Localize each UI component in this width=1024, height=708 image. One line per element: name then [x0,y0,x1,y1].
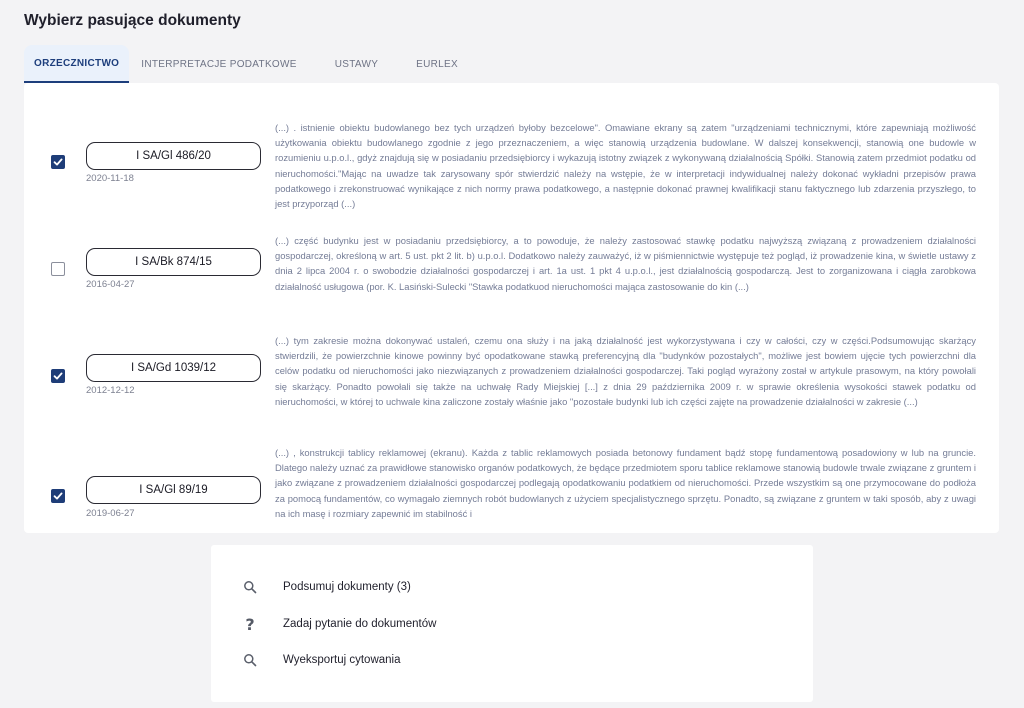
case-date: 2016-04-27 [86,279,135,290]
document-row [24,231,999,339]
ask-question-label: Zadaj pytanie do dokumentów [283,618,437,630]
document-checkbox[interactable] [51,262,65,276]
case-number-button[interactable]: I SA/Gd 1039/12 [86,354,261,382]
document-checkbox[interactable] [51,369,65,383]
case-number-button[interactable]: I SA/Bk 874/15 [86,248,261,276]
search-icon [241,578,259,596]
document-row [24,333,999,441]
checkmark-icon [53,371,63,381]
tab-eurlex[interactable]: EURLEX [416,58,458,70]
case-date: 2019-06-27 [86,508,135,519]
case-number-button[interactable]: I SA/Gl 486/20 [86,142,261,170]
case-number-button[interactable]: I SA/Gl 89/19 [86,476,261,504]
document-checkbox[interactable] [51,155,65,169]
summarize-documents-label: Podsumuj dokumenty (3) [283,581,411,593]
document-row [24,445,999,533]
page-title: Wybierz pasujące dokumenty [24,12,241,29]
export-citations-button[interactable] [211,645,813,675]
case-date: 2020-11-18 [86,173,134,184]
export-citations-label: Wyeksportuj cytowania [283,654,401,666]
tab-orzecznictwo[interactable]: ORZECZNICTWO [24,45,129,83]
document-excerpt[interactable]: (...) tym zakresie można dokonywać ustaleń, czemu ona służy i na jaką działalność jest wykorzystywana i czy w całości, czy w części.Podsumowując skarżący stwierdzili, że powierzchnie kinowe powinny być opodatkowane stawką preferencyjną dla "budynków pozostałych", możliwe jest bowiem ujęcie tych powierzchni dla celów podatku od nieruchomości jako niezwiązanych z prowadzeniem działalności gospodarczej. Taki pogląd wyrażony został w artykule prasowym, na który powołali się skarżący. Ponadto powołali się także na uchwałę Rady Miejskiej [...] z dnia 29 października 2009 r. w sprawie określenia wysokości stawek podatku od nieruchomości, w której to uchwale kina zaliczone zostały właśnie jako "pozostałe budynki lub ich części zajęte na prowadzenie działalności w zakresie (...) [275,335,976,407]
case-date: 2012-12-12 [86,385,135,396]
summarize-documents-button[interactable] [211,572,813,602]
checkmark-icon [53,157,63,167]
search-icon [241,651,259,669]
document-type-tabs [24,45,480,83]
checkmark-icon [53,491,63,501]
document-excerpt[interactable]: (...) , konstrukcji tablicy reklamowej (ekranu). Każda z tablic reklamowych posiada betonowy fundament bądź stopę fundamentową posadowiony w lub na gruncie. Dlatego należy uznać za prawidłowe stanowisko organów podatkowych, że będące przedmiotem sporu tablice reklamowe stanowią budowle trwale związane z gruntem i jako związane z prowadzeniem działalności gospodarczej podlegają opodatkowaniu podatkiem od nieruchomości. Przede wszystkim są one przymocowane do podłoża za pomocą fundamentów, co wymagało ziemnych robót budowlanych z użyciem specjalistycznego sprzętu. Ponadto, są związane z gruntem w taki sposób, aby z uwagi na ich masę i rozmiary zapewnić im stabilność i [275,447,976,519]
document-checkbox[interactable] [51,489,65,503]
document-actions-panel [211,545,813,702]
document-excerpt[interactable]: (...) część budynku jest w posiadaniu przedsiębiorcy, a to powoduje, że należy zastosować stawkę podatku najwyższą związaną z prowadzeniem działalności gospodarczej, określoną w art. 5 ust. pkt 2 lit. b) u.p.o.l. Dodatkowo należy zauważyć, iż w piśmiennictwie występuje też pogląd, iż prowadzenie kina, w świetle ustawy z dnia 2 lipca 2004 r. o swobodzie działalności gospodarczej i art. 1a ust. 1 pkt 4 u.p.o.l., jest działalnością gospodarczą. Jest to zorganizowana i ciągła zarobkowa działalność usługowa (por. K. Lasiński-Sulecki "Stawka podatkuod nieruchomości mająca zastosowanie do kin (...) [275,235,976,292]
question-icon: ? [245,614,255,634]
document-row [24,113,999,221]
ask-question-button[interactable] [211,609,813,639]
document-excerpt[interactable]: (...) . istnienie obiektu budowlanego bez tych urządzeń byłoby bezcelowe". Omawiane ekrany są zatem "urządzeniami technicznymi, które zapewniają możliwość użytkowania obiektu budowlanego zgodnie z jego przeznaczeniem, a więc stanowią urządzenia budowlane. W dalszej konsekwencji, stanowią one budowle w rozumieniu u.p.o.l., gdyż znajdują się w posiadaniu przedsiębiorcy i wykazują istotny związek z wykonywaną działalnością Spółki. Stanowią zatem przedmiot podatku od nieruchomości."Mając na uwadze tak zarysowany spór stwierdzić należy na wstępie, że w interpretacji indywidualnej należy dokonać wykładni przepisów prawa podatkowego i zrekonstruować wynikające z nich normy prawa podatkowego, a następnie dokonać prawnej kwalifikacji stanu faktycznego lub zdarzenia przyszłego, to jest przyporząd (...) [275,122,976,210]
tab-interpretacje-podatkowe[interactable]: INTERPRETACJE PODATKOWE [141,58,297,70]
documents-list[interactable] [24,83,999,533]
tab-ustawy[interactable]: USTAWY [334,58,379,70]
